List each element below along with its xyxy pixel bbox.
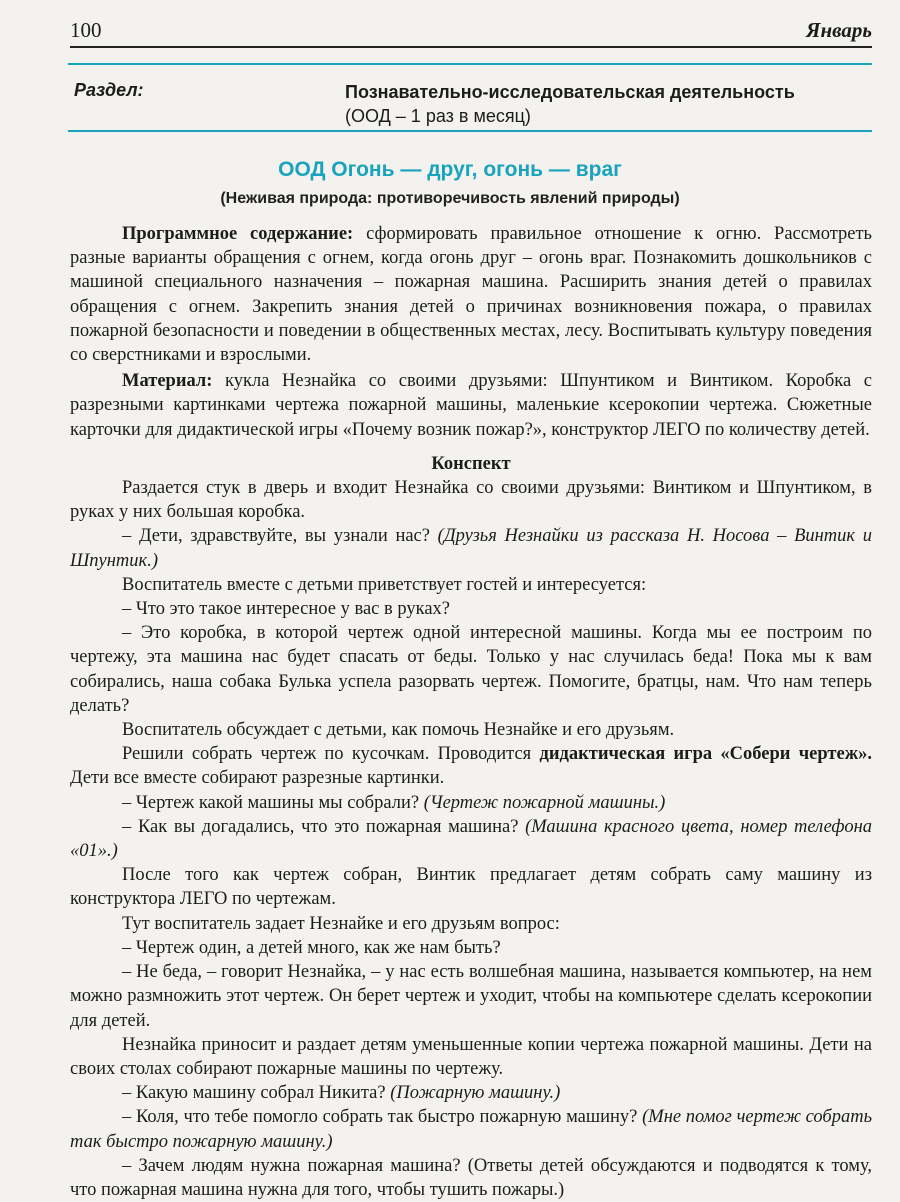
dialogue-answer: (Пожарную машину.) bbox=[390, 1083, 561, 1104]
section-label: Раздел: bbox=[74, 80, 144, 100]
paragraph: – Не беда, – говорит Незнайка, – у нас есть волшебная машина, называется компьютер, на нем можно размножить этот чертеж. Он берет чертеж и уходит, чтобы на компьютере сделать ксерокопии для детей. bbox=[70, 962, 872, 1031]
paragraph bbox=[70, 1105, 872, 1153]
section-rule-top bbox=[68, 63, 872, 65]
running-header bbox=[70, 14, 872, 48]
paragraph: – Это коробка, в которой чертеж одной интересной машины. Когда мы ее построим по чертежу, эта машина нас будет спасать от беды. Только у нас случилась беда! Пока мы к вам собирались, наша собака Булька успела разорвать чертеж. Помогите, братцы, нам. Что нам теперь делать? bbox=[70, 623, 872, 716]
material-label: Материал: bbox=[122, 371, 213, 392]
section-title-main: Познавательно-исследовательская деятельность bbox=[345, 82, 795, 102]
paragraph bbox=[70, 1081, 872, 1105]
material-paragraph bbox=[70, 369, 872, 442]
program-label: Программное содержание: bbox=[122, 224, 354, 244]
paragraph: После того как чертеж собран, Винтик предлагает детям собрать саму машину из конструктора ЛЕГО по чертежам. bbox=[70, 865, 872, 910]
lesson-subtitle: (Неживая природа: противоречивость явлений природы) bbox=[220, 190, 680, 207]
dialogue-text: – Как вы догадались, что это пожарная машина? bbox=[122, 816, 526, 837]
dialogue-text: – Чертеж какой машины мы собрали? bbox=[122, 792, 424, 813]
paragraph: – Что это такое интересное у вас в руках? bbox=[122, 599, 451, 620]
program-paragraph bbox=[70, 222, 872, 367]
material-text: кукла Незнайка со своими друзьями: Шпунтиком и Винтиком. Коробка с разрезными картинками чертежа пожарной машины, маленькие ксерокопии чертежа. Сюжетные карточки для дидактической игры «Почему возник пожар?», конструктор ЛЕГО по количеству детей. bbox=[70, 371, 872, 440]
section-title bbox=[345, 80, 845, 128]
section-title-frequency: (ООД – 1 раз в месяц) bbox=[345, 106, 531, 126]
paragraph bbox=[70, 524, 872, 572]
paragraph-text: Решили собрать чертеж по кусочкам. Проводится bbox=[122, 744, 540, 765]
game-name: дидактическая игра «Собери чертеж». bbox=[539, 744, 872, 765]
paragraph: Раздается стук в дверь и входит Незнайка со своими друзьями: Винтиком и Шпунтиком, в руках у них большая коробка. bbox=[70, 478, 872, 523]
lesson-title: ООД Огонь — друг, огонь — враг bbox=[278, 158, 622, 181]
paragraph bbox=[70, 742, 872, 790]
paragraph: Тут воспитатель задает Незнайке и его друзьям вопрос: bbox=[122, 913, 560, 934]
page-number: 100 bbox=[70, 18, 102, 42]
paragraph bbox=[70, 791, 872, 815]
dialogue-answer: (Друзья Незнайки из рассказа Н. Носова – Винтик и Шпунтик.) bbox=[70, 526, 872, 571]
dialogue-text: – Какую машину собрал Никита? bbox=[122, 1083, 391, 1104]
article-body bbox=[70, 222, 872, 1202]
program-text: сформировать правильное отношение к огню. Рассмотреть разные варианты обращения с огнем, когда огонь друг – огонь враг. Познакомить дошкольников с машиной специального назначения – пожарная машина. Расширить знания детей о правилах обращения с огнем. Закрепить знания детей о причинах возникновения пожара, о правилах пожарной безопасности и поведении в общественных местах, лесу. Воспитывать культуру поведения со сверстниками и взрослыми. bbox=[70, 224, 872, 366]
dialogue-answer: (Машина красного цвета, номер телефона «01».) bbox=[70, 816, 872, 862]
paragraph: Незнайка приносит и раздает детям уменьшенные копии чертежа пожарной машины. Дети на своих столах собирают пожарные машины по чертежу. bbox=[70, 1034, 872, 1079]
paragraph-text: Дети все вместе собирают разрезные картинки. bbox=[70, 768, 445, 789]
konspekt-heading: Конспект bbox=[431, 453, 511, 474]
paragraph: Воспитатель вместе с детьми приветствует гостей и интересуется: bbox=[122, 574, 647, 595]
section-rule-bottom bbox=[68, 130, 872, 132]
dialogue-answer: (Мне помог чертеж собрать так быстро пожарную машину.) bbox=[70, 1107, 873, 1152]
dialogue-text: – Коля, что тебе помогло собрать так быстро пожарную машину? bbox=[122, 1107, 643, 1128]
paragraph: – Чертеж один, а детей много, как же нам быть? bbox=[122, 937, 501, 958]
paragraph bbox=[70, 815, 872, 863]
dialogue-answer: (Чертеж пожарной машины.) bbox=[423, 792, 666, 813]
running-title: Январь bbox=[806, 18, 872, 42]
paragraph: Воспитатель обсуждает с детьми, как помочь Незнайке и его друзьям. bbox=[122, 720, 675, 741]
paragraph: – Зачем людям нужна пожарная машина? (Ответы детей обсуждаются и подводятся к тому, что пожарная машина нужна для того, чтобы тушить пожары.) bbox=[70, 1155, 872, 1200]
dialogue-text: – Дети, здравствуйте, вы узнали нас? bbox=[122, 526, 438, 547]
